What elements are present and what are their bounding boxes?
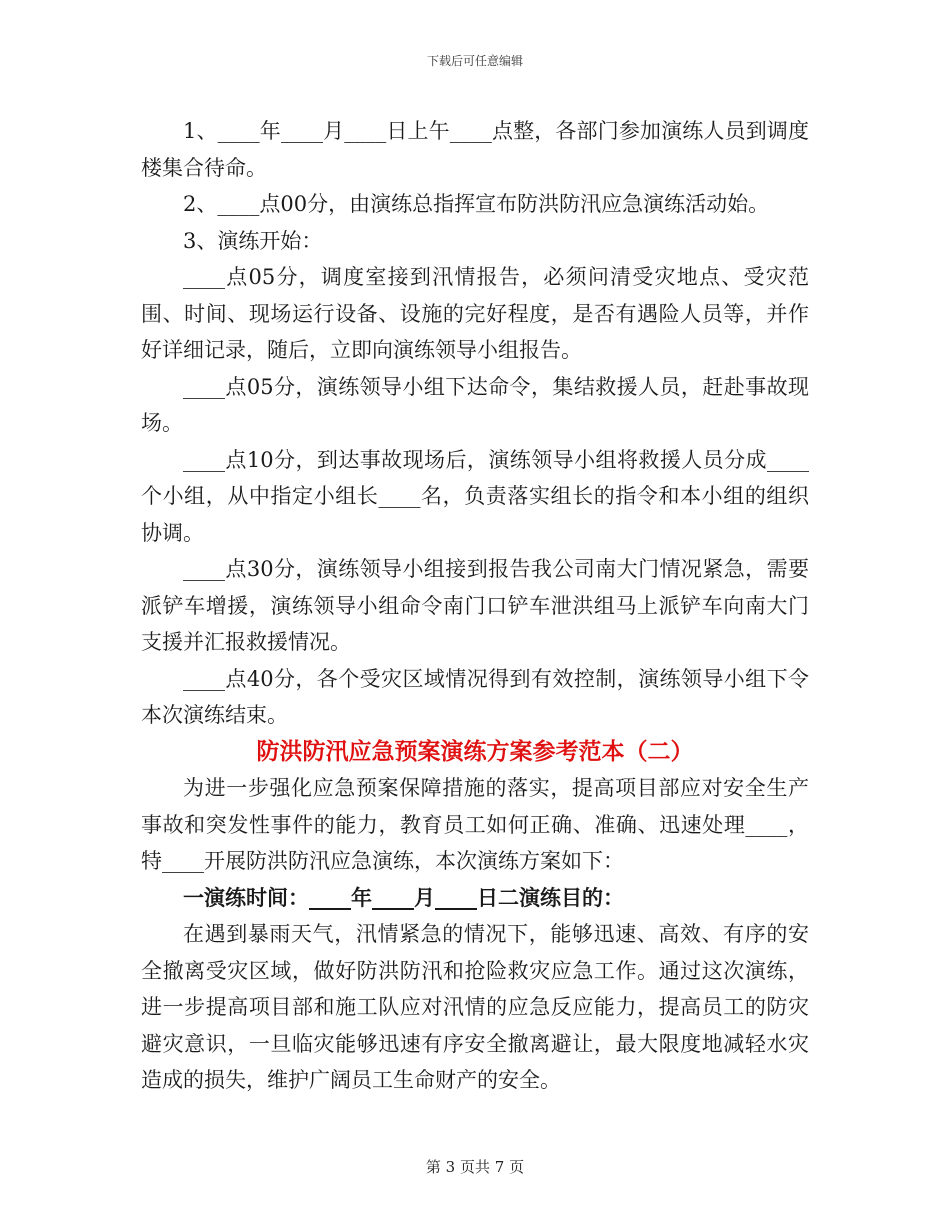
paragraph-step-2: 2、____点00分，由演练总指挥宣布防洪防汛应急演练活动始。 bbox=[183, 192, 770, 216]
paragraph-drill-time: 一演练时间：____年____月____日二演练目的： bbox=[183, 884, 624, 910]
paragraph-time-3: ____点10分，到达事故现场后，演练领导小组将救援人员分成____个小组，从中指定小组长____名，负责落实组长的指令和本小组的组织协调。 bbox=[141, 447, 809, 545]
paragraph-time-1: ____点05分，调度室接到汛情报告，必须问清受灾地点、受灾范围、时间、现场运行设备、设施的完好程度，是否有遇险人员等，并作好详细记录，随后，立即向演练领导小组报告。 bbox=[141, 265, 809, 362]
paragraph-step-3: 3、演练开始： bbox=[183, 228, 323, 253]
paragraph-time-4: ____点30分，演练领导小组接到报告我公司南大门情况紧急，需要派铲车增援，演练领导小组命令南门口铲车泄洪组马上派铲车向南大门支援并汇报救援情况。 bbox=[141, 557, 809, 654]
paragraph-time-2: ____点05分，演练领导小组下达命令，集结救援人员，赶赴事故现场。 bbox=[141, 374, 809, 435]
page-footer: 第 3 页共 7 页 bbox=[425, 1158, 525, 1176]
section-title: 防洪防汛应急预案演练方案参考范本（二） bbox=[256, 737, 694, 765]
paragraph-time-5: ____点40分，各个受灾区域情况得到有效控制，演练领导小组下令本次演练结束。 bbox=[141, 666, 809, 727]
page-header: 下载后可任意编辑 bbox=[426, 54, 523, 68]
paragraph-intro: 为进一步强化应急预案保障措施的落实，提高项目部应对安全生产事故和突发性事件的能力，教育员工如何正确、准确、迅速处理____，特____开展防洪防汛应急演练，本次演练方案如下： bbox=[141, 776, 809, 873]
paragraph-step-1: 1、____年____月____日上午____点整，各部门参加演练人员到调度楼集合待命。 bbox=[141, 119, 809, 180]
document-body bbox=[141, 113, 809, 1099]
paragraph-drill-purpose: 在遇到暴雨天气，汛情紧急的情况下，能够迅速、高效、有序的安全撤离受灾区域，做好防洪防汛和抢险救灾应急工作。通过这次演练，进一步提高项目部和施工队应对汛情的应急反应能力，提高员工的防灾避灾意识，一旦临灾能够迅速有序安全撤离避让，最大限度地减轻水灾造成的损失，维护广阔员工生命财产的安全。 bbox=[141, 922, 809, 1092]
